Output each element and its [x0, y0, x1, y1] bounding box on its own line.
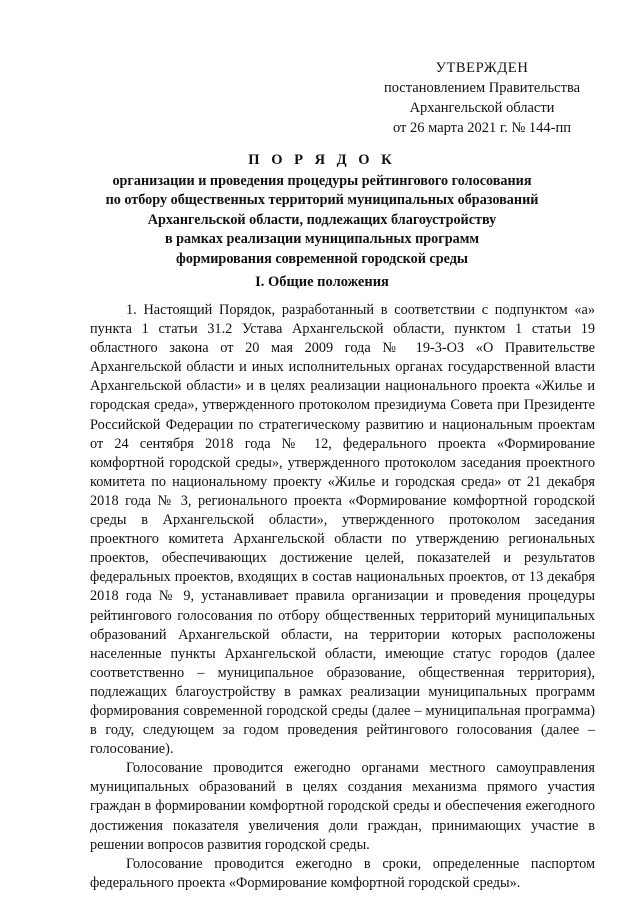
document-subtitle-line: по отбору общественных территорий муниципальных образований	[105, 192, 539, 208]
approval-stamp	[372, 58, 592, 138]
document-subtitle-line: Архангельской области, подлежащих благоустройству	[147, 211, 497, 228]
approval-line-1: постановлением Правительства	[383, 80, 581, 96]
document-body	[90, 301, 595, 893]
approval-title: УТВЕРЖДЕН	[435, 60, 529, 76]
approval-line-2: Архангельской области	[409, 100, 555, 116]
document-subtitle-line: формирования современной городской среды	[176, 250, 468, 267]
document-subtitle-line: организации и проведения процедуры рейтингового голосования	[112, 172, 532, 189]
document-heading: П О Р Я Д О К	[248, 152, 396, 168]
section-title: I. Общие положения	[255, 274, 389, 290]
paragraph-1: 1. Настоящий Порядок, разработанный в соответствии с подпунктом «а» пункта 1 статьи 31.2 Устава Архангельской области, пунктом 1 статьи 19 областного закона от 20 мая 2009 года № 19-3-ОЗ «О Правительстве Архангельской области и иных исполнительных органах государственной власти Архангельской области» и в целях реализации национального проекта «Жилье и городская среда», утвержденного протоколом президиума Совета при Президенте Российской Федерации по стратегическому развитию и национальным проектам от 24 сентября 2018 года № 12, федерального проекта «Формирование комфортной городской среды», утвержденного протоколом заседания проектного комитета по национальному проекту «Жилье и городская среда» от 21 декабря 2018 года № 3, регионального проекта «Формирование комфортной городской среды в Архангельской области», утвержденного протоколом заседания проектного комитета Архангельской области по утверждению региональных проектов, обеспечивающих достижение целей, показателей и результатов федеральных проектов, входящих в состав национальных проектов, от 13 декабря 2018 года № 9, устанавливает правила организации и проведения процедуры рейтингового голосования по отбору общественных территорий муниципальных образований Архангельской области, на территории которых расположены населенные пункты Архангельской области, имеющие статус городов (далее соответственно – муниципальное образование, общественная территория), подлежащих благоустройству в рамках реализации муниципальных программ формирования современной городской среды (далее – муниципальная программа) в году, следующем за годом проведения рейтингового голосования (далее – голосование).	[90, 302, 595, 758]
document-subtitle-line: в рамках реализации муниципальных программ	[164, 231, 480, 247]
paragraph-2: Голосование проводится ежегодно органами местного самоуправления муниципальных образований в целях создания механизма прямого участия граждан в формировании комфортной городской среды и обеспечения ежегодного достижения показателя увеличения доли граждан, принимающих участие в решении вопросов развития городской среды.	[90, 760, 595, 853]
approval-line-3: от 26 марта 2021 г. № 144-пп	[392, 120, 572, 136]
document-title	[90, 151, 554, 269]
paragraph-3: Голосование проводится ежегодно в сроки, определенные паспортом федерального проекта «Формирование комфортной городской среды».	[90, 855, 595, 891]
